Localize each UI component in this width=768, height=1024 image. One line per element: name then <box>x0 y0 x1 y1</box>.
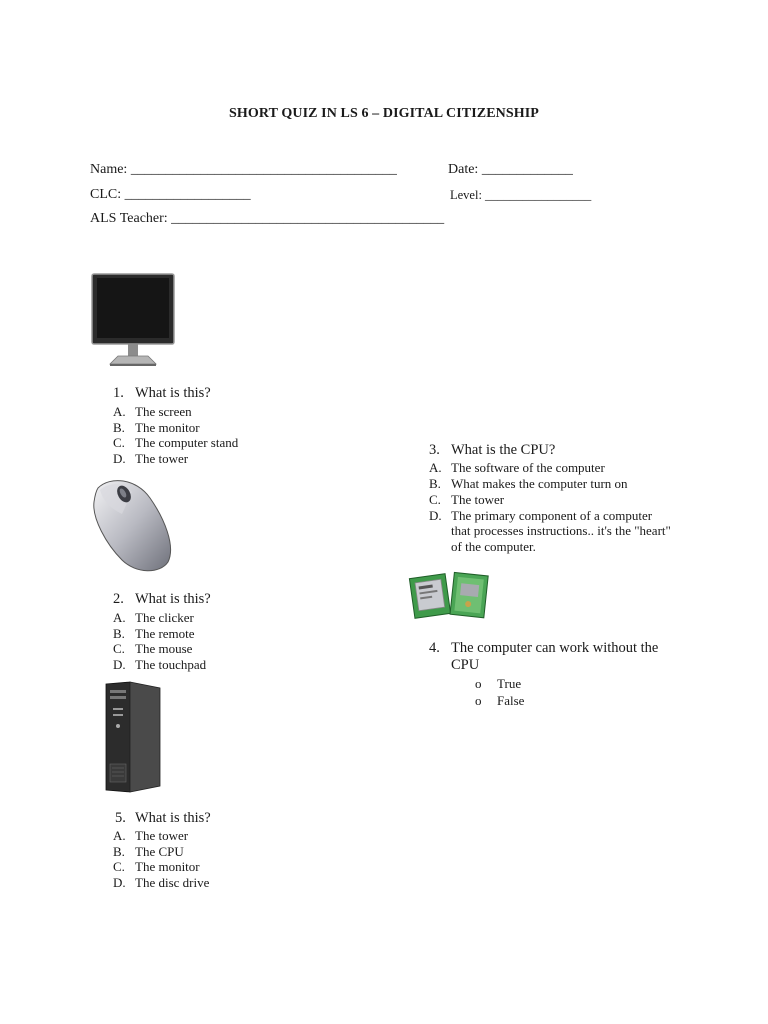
als-teacher-field: ALS Teacher: _______________________________________ <box>90 211 445 226</box>
q1-option-c: C. The computer stand <box>113 435 239 450</box>
question-1: 1. What is this? <box>113 385 211 401</box>
mouse-icon <box>88 474 178 576</box>
q2-option-d: D. The touchpad <box>113 657 207 672</box>
tower-case-icon <box>104 680 162 794</box>
q5-option-d: D. The disc drive <box>113 875 210 890</box>
q3-option-d: D. The primary component of a computer <box>429 508 653 523</box>
q4-option-false: o False <box>475 693 525 708</box>
name-field: Name: ______________________________________ <box>90 162 397 177</box>
question-5: 5. What is this? <box>115 810 211 826</box>
q2-option-a: A. The clicker <box>113 610 194 625</box>
q3-option-c: C. The tower <box>429 492 505 507</box>
q5-option-b: B. The CPU <box>113 844 184 859</box>
q3-option-a: A. The software of the computer <box>429 460 605 475</box>
question-4: 4. The computer can work without the <box>429 640 659 656</box>
question-2: 2. What is this? <box>113 591 211 607</box>
q5-option-a: A. The tower <box>113 828 189 843</box>
q2-option-b: B. The remote <box>113 626 195 641</box>
q2-option-c: C. The mouse <box>113 641 193 656</box>
monitor-icon <box>90 272 176 368</box>
q3-option-d-line-3: of the computer. <box>451 539 536 554</box>
date-field: Date: _____________ <box>448 162 573 177</box>
cpu-chip-icon <box>408 568 490 622</box>
q1-option-b: B. The monitor <box>113 420 200 435</box>
question-3: 3. What is the CPU? <box>429 442 556 458</box>
bullet-circle-icon: o <box>475 693 482 708</box>
level-field: Level: _________________ <box>450 188 592 202</box>
q4-option-true: o True <box>475 676 522 691</box>
bullet-circle-icon: o <box>475 676 482 691</box>
q3-option-d-line-2: that processes instructions.. it's the "heart" <box>451 523 671 538</box>
q3-option-b: B. What makes the computer turn on <box>429 476 628 491</box>
question-4-line-2: CPU <box>451 657 480 673</box>
clc-field: CLC: __________________ <box>90 187 251 202</box>
q1-option-a: A. The screen <box>113 404 192 419</box>
q5-option-c: C. The monitor <box>113 859 200 874</box>
page-title: SHORT QUIZ IN LS 6 – DIGITAL CITIZENSHIP <box>229 106 539 121</box>
q1-option-d: D. The tower <box>113 451 189 466</box>
